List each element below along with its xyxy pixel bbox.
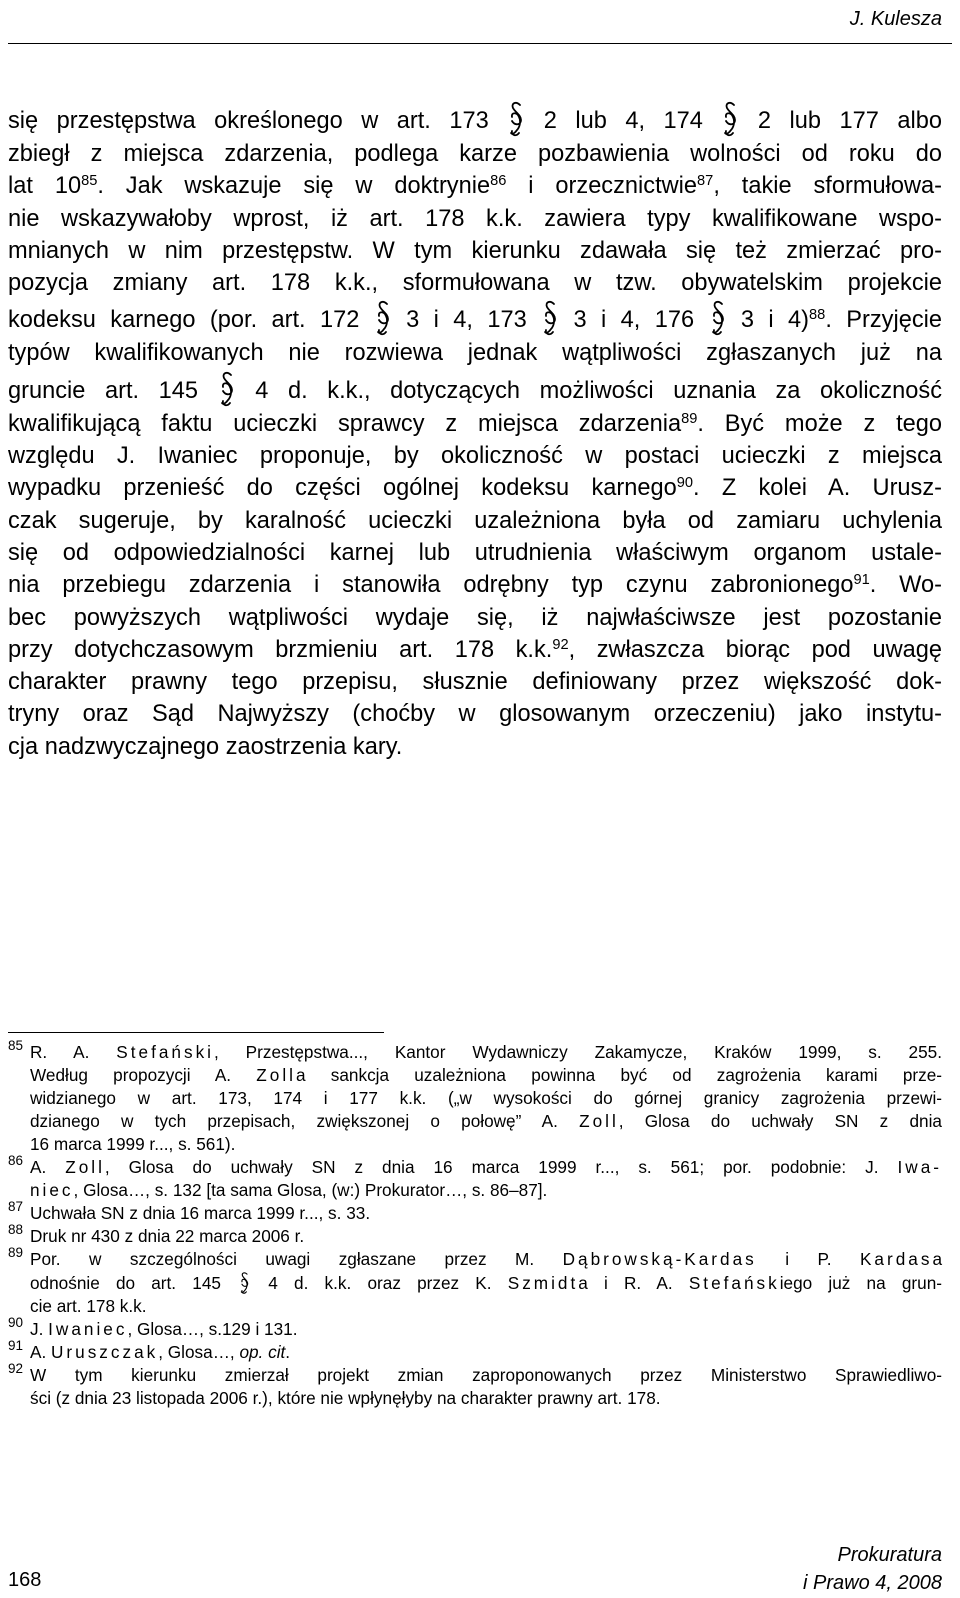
text-run: pozycja zmiany art. 178 k.k., sformułowana w tzw. obywatelskim projekcie xyxy=(8,270,942,297)
footnote-line xyxy=(30,1041,942,1064)
text-run: i orzecznictwie xyxy=(506,173,698,200)
text-line xyxy=(8,203,942,235)
footnote-line xyxy=(30,1387,942,1410)
text-line xyxy=(8,267,942,299)
text-run: bec powyższych wątpliwości wydaje się, iż najwłaściwsze jest pozostanie xyxy=(8,604,942,631)
section-sign xyxy=(220,370,234,408)
footnote-line xyxy=(30,1318,942,1341)
text-line xyxy=(8,138,942,170)
section-sign xyxy=(723,100,737,138)
author-name: Szmidt xyxy=(507,1273,579,1293)
footnote-ref: 85 xyxy=(81,173,98,190)
text-line xyxy=(8,666,942,698)
text-line xyxy=(8,634,942,666)
footnote-line xyxy=(30,1225,942,1248)
section-sign xyxy=(509,100,523,138)
footnote-ref: 88 xyxy=(809,307,826,324)
text-run: kwalifikującą faktu ucieczki sprawcy z miejsca zdarzenia xyxy=(8,410,682,437)
footnote-separator xyxy=(8,1032,384,1033)
text-run: typów kwalifikowanych nie rozwiewa jednak wątpliwości zgłaszanych już na xyxy=(8,340,942,367)
text-run: 3 i 4) xyxy=(726,307,810,334)
text-run: charakter prawny tego przepisu, słusznie definiowany przez większość dok- xyxy=(8,669,942,696)
text-line xyxy=(8,505,942,537)
footnote-line xyxy=(30,1248,942,1271)
text-run: kodeksu karnego (por. art. 172 xyxy=(8,307,374,334)
text-run: się od odpowiedzialności karnej lub utrudnienia właściwym organom ustale- xyxy=(8,539,942,566)
text-run: gruncie art. 145 xyxy=(8,377,218,404)
author-name: Stefański xyxy=(116,1042,214,1062)
text-line xyxy=(8,440,942,472)
footnote-line xyxy=(30,1179,942,1202)
footnote-number: 87 xyxy=(8,1199,24,1214)
text-run: 4 d. k.k. oraz przez K. xyxy=(252,1273,508,1293)
text-run: przy dotychczasowym brzmieniu art. 178 k.k. xyxy=(8,636,553,663)
text-line xyxy=(8,472,942,504)
text-run: 3 i 4, 176 xyxy=(559,307,709,334)
footnote-number: 90 xyxy=(8,1315,24,1330)
journal-title: Prokuratura xyxy=(837,1544,942,1566)
text-run: iego już na grun- xyxy=(779,1273,942,1293)
footnote xyxy=(8,1153,942,1202)
text-run: a xyxy=(932,1249,942,1269)
footnote-ref: 90 xyxy=(676,475,693,492)
text-run: 4 d. k.k., dotyczących możliwości uznania za okoliczność xyxy=(235,377,942,404)
section-sign xyxy=(543,299,557,337)
author-name: Uruszczak xyxy=(51,1342,159,1362)
text-run: 2 lub 177 albo xyxy=(739,108,942,134)
footnote-ref: 87 xyxy=(697,173,714,190)
footnote xyxy=(8,1222,942,1248)
author-name: Zoll xyxy=(579,1111,619,1131)
text-line xyxy=(8,235,942,267)
footnote xyxy=(8,1338,942,1364)
text-run: a i R. A. xyxy=(578,1273,689,1293)
footnote-number: 89 xyxy=(8,1245,24,1260)
text-run: widzianego w art. 173, 174 i 177 k.k. („w wysokości do górnej granicy zagrożenia przewi- xyxy=(30,1088,942,1108)
section-sign xyxy=(376,299,390,337)
footnote-number: 88 xyxy=(8,1222,24,1237)
header-rule xyxy=(8,43,952,44)
footnote-line xyxy=(30,1341,942,1364)
footnote-line xyxy=(30,1133,942,1156)
footnote-number: 86 xyxy=(8,1153,24,1168)
text-line xyxy=(8,698,942,730)
author-name: Stefańsk xyxy=(688,1273,780,1293)
footnote-ref: 86 xyxy=(490,173,507,190)
text-run: . Wo- xyxy=(869,572,942,599)
text-line xyxy=(8,731,942,763)
author-name: Iwaniec xyxy=(48,1319,128,1339)
footnote xyxy=(8,1038,942,1156)
text-run: wypadku przenieść do części ogólnej kodeksu karnego xyxy=(8,475,677,502)
text-run: , Glosa do uchwały SN z dnia 16 marca 1999 r..., s. 561; por. podobnie: J. xyxy=(104,1157,898,1177)
footnote xyxy=(8,1361,942,1410)
author-name: Dąbrowską-Kardas xyxy=(562,1249,757,1269)
footnote-ref: 92 xyxy=(552,636,569,653)
footnote-ref: 89 xyxy=(681,410,698,427)
footnote-line xyxy=(30,1087,942,1110)
text-run: ści (z dnia 23 listopada 2006 r.), które nie wpłynęłyby na charakter prawny art. 178. xyxy=(30,1388,661,1408)
main-text xyxy=(8,100,942,763)
footnote xyxy=(8,1199,942,1225)
footnote xyxy=(8,1315,942,1341)
text-run: Druk nr 430 z dnia 22 marca 2006 r. xyxy=(30,1226,305,1246)
text-run: nie wskazywałoby wprost, iż art. 178 k.k. zawiera typy kwalifikowane wspo- xyxy=(8,205,942,232)
author-name: Kardas xyxy=(859,1249,933,1269)
text-run: . xyxy=(285,1342,291,1362)
text-run: , takie sformułowa- xyxy=(713,173,942,200)
text-run: R. A. xyxy=(30,1042,117,1062)
text-line xyxy=(8,170,942,202)
author-name: Zoll xyxy=(256,1065,296,1085)
footnote-line xyxy=(30,1295,942,1318)
text-run: . Jak wskazuje się w doktrynie xyxy=(97,173,491,200)
text-run: , Glosa do uchwały SN z dnia xyxy=(618,1111,942,1131)
text-run: . Z kolei A. Urusz- xyxy=(693,475,943,502)
page-number: 168 xyxy=(8,1569,42,1591)
text-run: czak sugeruje, by karalność ucieczki uzależniona była od zamiaru uchylenia xyxy=(8,507,942,534)
footnote-number: 85 xyxy=(8,1038,24,1053)
footnote xyxy=(8,1245,942,1318)
journal-issue: i Prawo 4, 2008 xyxy=(803,1572,942,1594)
text-run: i P. xyxy=(756,1249,860,1269)
text-line xyxy=(8,537,942,569)
author-name: niec xyxy=(30,1180,74,1200)
text-run: 3 i 4, 173 xyxy=(391,307,542,334)
text-run: lat 10 xyxy=(8,173,82,200)
text-run: Uchwała SN z dnia 16 marca 1999 r..., s. 33. xyxy=(30,1203,371,1223)
footnote-line xyxy=(30,1156,942,1179)
footnote-line xyxy=(30,1271,942,1295)
footnote-line xyxy=(30,1364,942,1387)
text-run: dzianego w tych przepisach, zwiększonej o połowę” A. xyxy=(30,1111,580,1131)
section-sign xyxy=(711,299,725,337)
footnote-line xyxy=(30,1064,942,1087)
footnote-number: 92 xyxy=(8,1361,24,1376)
text-run: a sankcja uzależniona powinna być od zagrożenia karami prze- xyxy=(295,1065,942,1085)
text-run: , Glosa…, s.129 i 131. xyxy=(127,1319,298,1339)
text-run: A. xyxy=(30,1157,66,1177)
text-line xyxy=(8,408,942,440)
text-run: . Być może z tego xyxy=(697,410,942,437)
footnotes xyxy=(8,1038,942,1410)
text-line xyxy=(8,370,942,408)
text-run: W tym kierunku zmierzał projekt zmian zaproponowanych przez Ministerstwo Sprawiedliwo- xyxy=(30,1365,942,1385)
text-run: A. xyxy=(30,1342,52,1362)
text-run: tryny oraz Sąd Najwyższy (choćby w glosowanym orzeczeniu) jako instytu- xyxy=(8,701,942,728)
text-run: , Przestępstwa..., Kantor Wydawniczy Zakamycze, Kraków 1999, s. 255. xyxy=(213,1042,942,1062)
footnote-line xyxy=(30,1110,942,1133)
text-run: , Glosa…, s. 132 [ta sama Glosa, (w:) Prokurator…, s. 86–87]. xyxy=(73,1180,548,1200)
running-head: J. Kulesza xyxy=(849,8,942,30)
text-line xyxy=(8,337,942,369)
text-run: Por. w szczególności uwagi zgłaszane przez M. xyxy=(30,1249,563,1269)
text-run: mnianych w nim przestępstw. W tym kierunku zdawała się też zmierzać pro- xyxy=(8,237,942,264)
section-sign xyxy=(239,1271,250,1295)
footnote-number: 91 xyxy=(8,1338,24,1353)
text-run: J. xyxy=(30,1319,49,1339)
author-name: Zoll xyxy=(65,1157,105,1177)
text-run: zbiegł z miejsca zdarzenia, podlega karze pozbawienia wolności od roku do xyxy=(8,141,942,167)
footnote-ref: 91 xyxy=(853,572,870,589)
text-run: odnośnie do art. 145 xyxy=(30,1273,238,1293)
text-run: względu J. Iwaniec proponuje, by okoliczność w postaci ucieczki z miejsca xyxy=(8,443,942,470)
text-line xyxy=(8,299,942,337)
text-run: cja nadzwyczajnego zaostrzenia kary. xyxy=(8,733,403,760)
italic-text: op. cit xyxy=(239,1342,286,1362)
text-line xyxy=(8,569,942,601)
text-line xyxy=(8,100,942,138)
text-line xyxy=(8,602,942,634)
text-run: 2 lub 4, 174 xyxy=(525,108,722,134)
text-run: 16 marca 1999 r..., s. 561). xyxy=(30,1134,236,1154)
text-run: , Glosa…, xyxy=(158,1342,240,1362)
text-run: , zwłaszcza biorąc pod uwagę xyxy=(568,636,942,663)
journal-imprint xyxy=(803,1541,942,1597)
text-run: . Przyjęcie xyxy=(825,307,942,334)
text-run: nia przebiegu zdarzenia i stanowiła odrębny typ czynu zabronionego xyxy=(8,572,854,599)
text-run: się przestępstwa określonego w art. 173 xyxy=(8,108,508,134)
author-name: Iwa- xyxy=(897,1157,942,1177)
text-run: Według propozycji A. xyxy=(30,1065,257,1085)
text-run: cie art. 178 k.k. xyxy=(30,1296,147,1316)
footnote-line xyxy=(30,1202,942,1225)
